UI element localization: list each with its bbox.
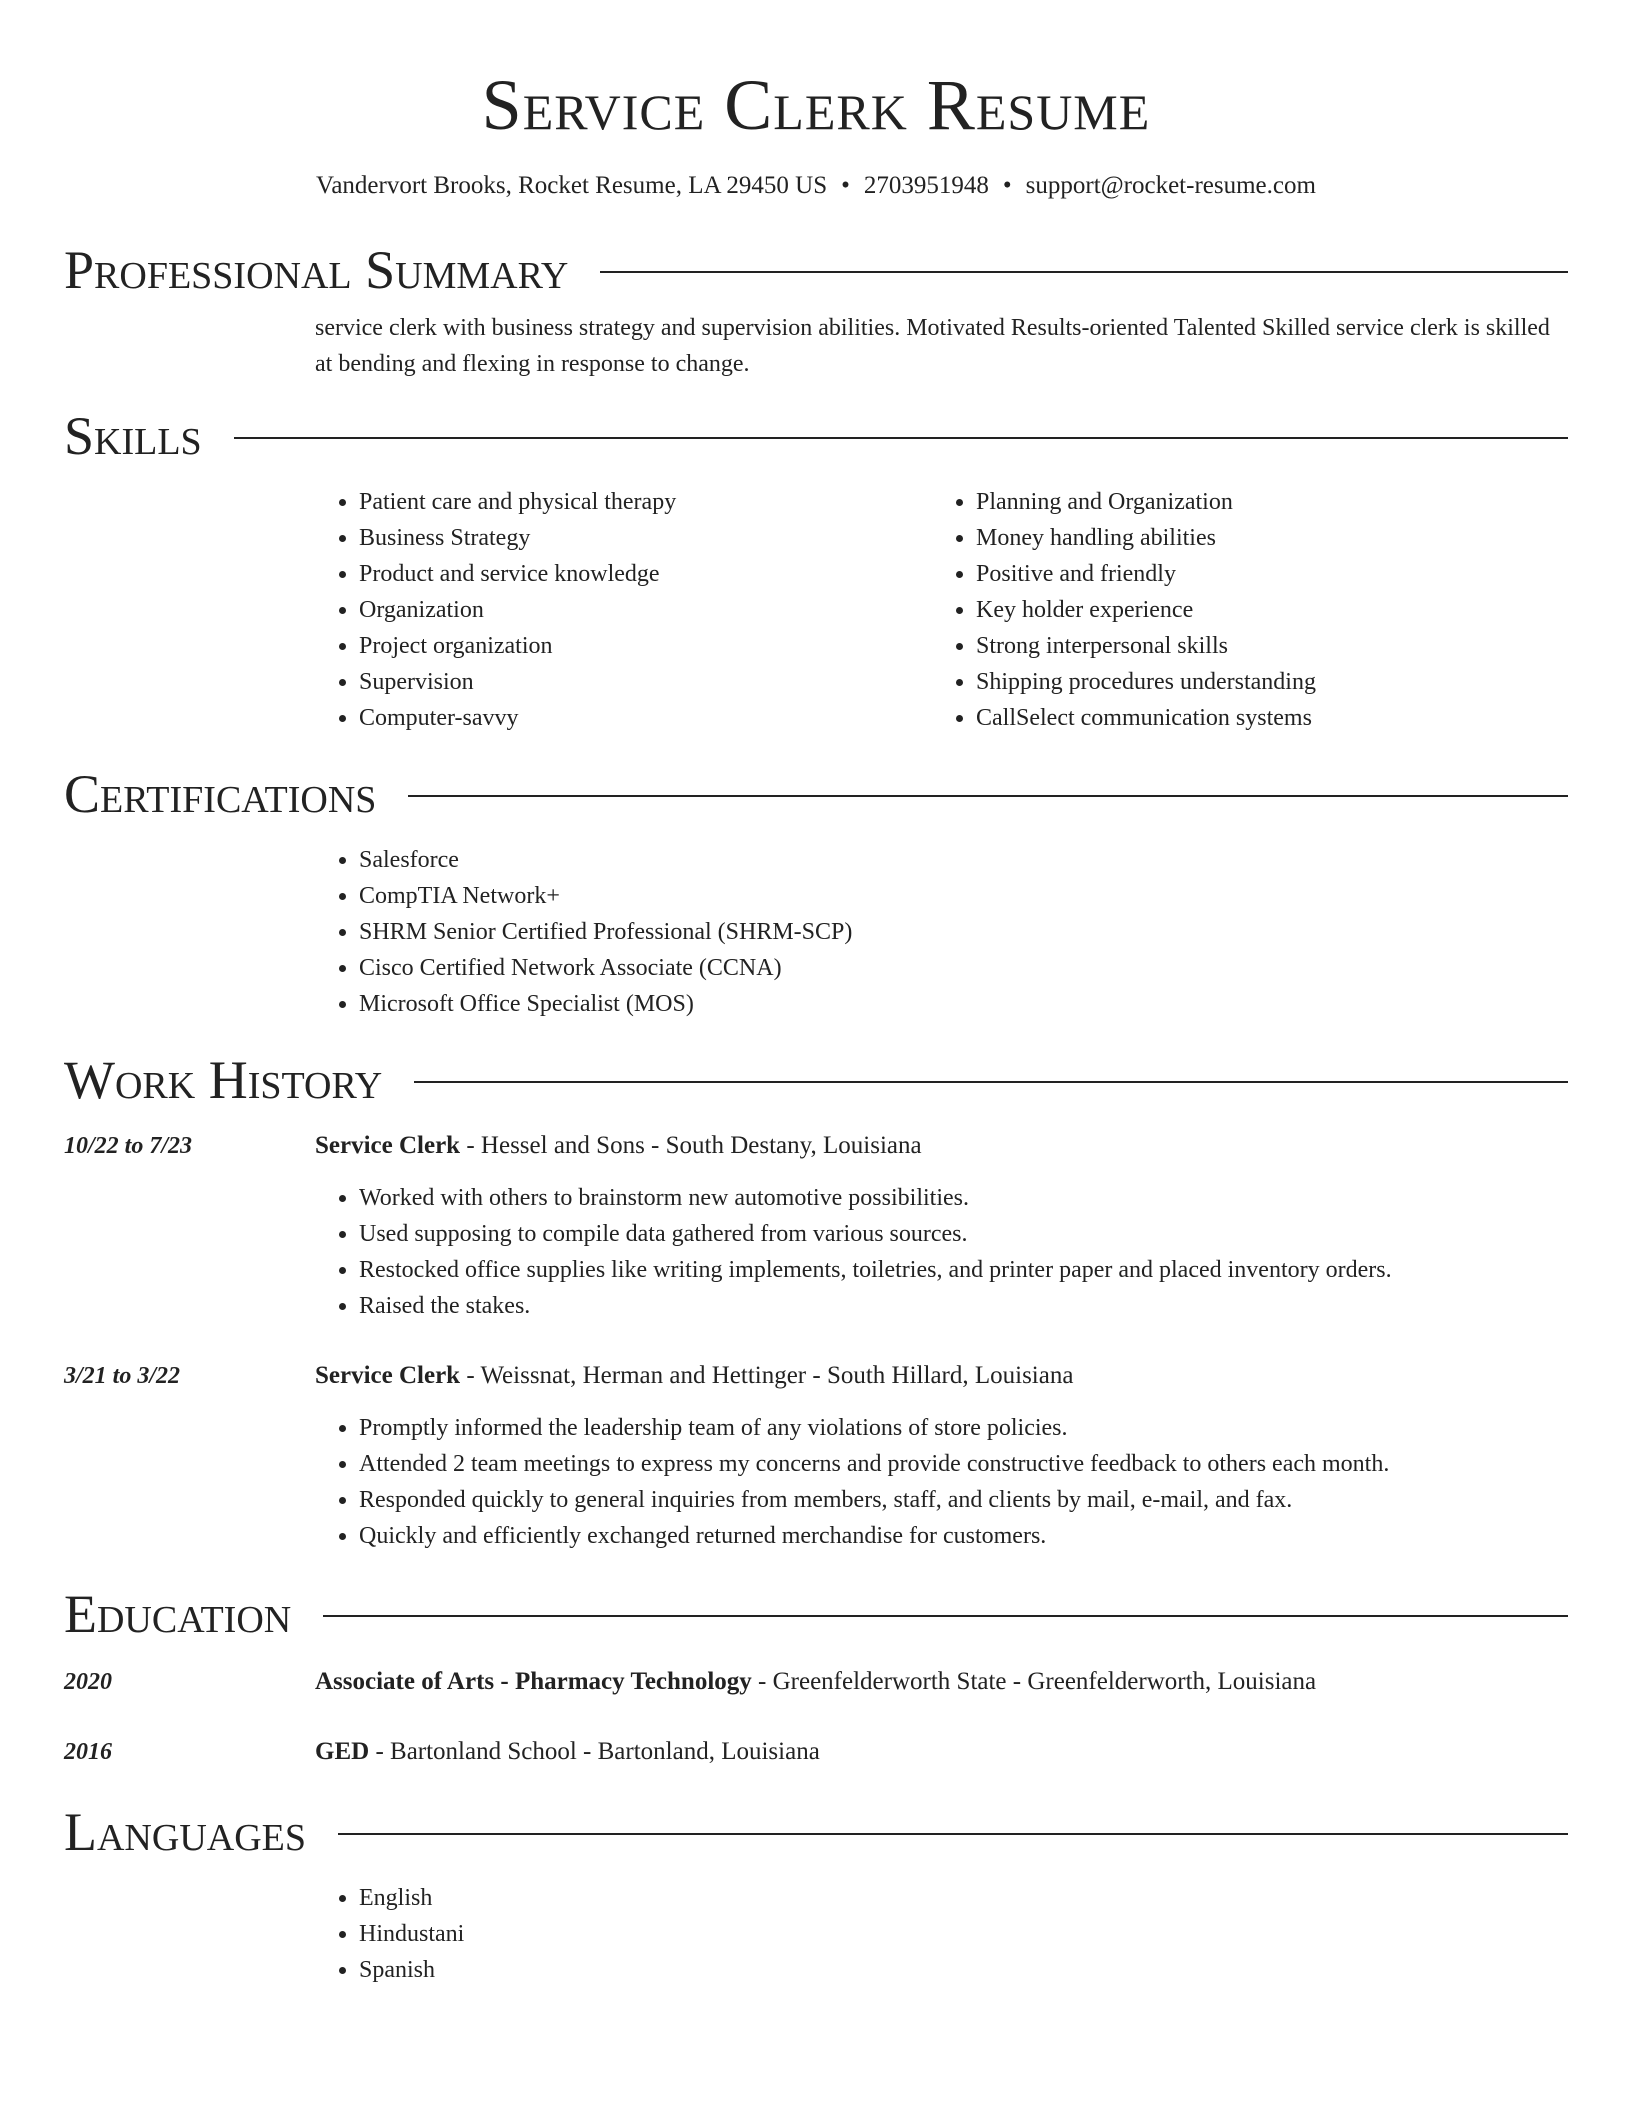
- job-entry: [64, 1128, 1568, 1324]
- summary-heading: Professional Summary: [64, 240, 569, 300]
- education-headline: [315, 1734, 1568, 1770]
- job-content: [315, 1358, 1568, 1554]
- skill-item: • CallSelect communication systems: [976, 700, 1549, 736]
- job-entry: [64, 1358, 1568, 1554]
- skill-item: • Key holder experience: [976, 592, 1549, 628]
- summary-text: service clerk with business strategy and supervision abilities. Motivated Results-oriented Talented Skilled service clerk is skilled at bending and flexing in response to change.: [315, 315, 1550, 377]
- education-degree: GED: [315, 1738, 370, 1765]
- skill-item: • Organization: [359, 592, 932, 628]
- languages-section-header: [64, 1800, 1568, 1864]
- skill-item: • Planning and Organization: [976, 484, 1549, 520]
- education-school: - Greenfelderworth State - Greenfelderworth, Louisiana: [751, 1668, 1317, 1695]
- job-employer: - Weissnat, Herman and Hettinger - South Hillard, Louisiana: [460, 1362, 1074, 1389]
- job-duties: [315, 1410, 1568, 1554]
- education-headline: [315, 1664, 1568, 1700]
- skills-column-right: [932, 484, 1549, 736]
- section-divider: [234, 437, 1568, 439]
- duty-item: • Responded quickly to general inquiries from members, staff, and clients by mail, e-mail, and fax.: [359, 1482, 1568, 1518]
- skills-section-header: [64, 404, 1568, 468]
- duty-item: • Worked with others to brainstorm new automotive possibilities.: [359, 1180, 1568, 1216]
- language-item: • Hindustani: [359, 1916, 1568, 1952]
- education-year: 2016: [64, 1739, 112, 1765]
- education-year: 2020: [64, 1669, 112, 1695]
- section-divider: [600, 271, 1568, 273]
- job-headline: [315, 1128, 1568, 1164]
- duty-item: • Raised the stakes.: [359, 1288, 1568, 1324]
- section-divider: [338, 1833, 1568, 1835]
- duty-item: • Quickly and efficiently exchanged returned merchandise for customers.: [359, 1518, 1568, 1554]
- skill-item: • Money handling abilities: [976, 520, 1549, 556]
- summary-body: [315, 310, 1568, 382]
- certification-item: • Microsoft Office Specialist (MOS): [359, 986, 1568, 1022]
- language-item: • Spanish: [359, 1952, 1568, 1988]
- certification-item: • CompTIA Network+: [359, 878, 1568, 914]
- skill-item: • Patient care and physical therapy: [359, 484, 932, 520]
- skills-column-left: [315, 484, 932, 736]
- languages-list: [315, 1880, 1568, 1988]
- certification-item: • Salesforce: [359, 842, 1568, 878]
- section-divider: [408, 795, 1568, 797]
- job-headline: [315, 1358, 1568, 1394]
- contact-separator: •: [841, 172, 850, 199]
- contact-address: Vandervort Brooks, Rocket Resume, LA 29450 US: [316, 172, 828, 199]
- education-content: [315, 1734, 1568, 1770]
- duty-item: • Restocked office supplies like writing implements, toiletries, and printer paper and placed inventory orders.: [359, 1252, 1568, 1288]
- section-divider: [414, 1081, 1568, 1083]
- certification-item: • SHRM Senior Certified Professional (SHRM-SCP): [359, 914, 1568, 950]
- education-heading: Education: [64, 1584, 292, 1644]
- job-dates: 10/22 to 7/23: [64, 1133, 193, 1159]
- certifications-list: [315, 842, 1568, 1022]
- contact-line: [64, 170, 1568, 202]
- skill-item: • Project organization: [359, 628, 932, 664]
- education-school: - Bartonland School - Bartonland, Louisiana: [369, 1738, 820, 1765]
- job-content: [315, 1128, 1568, 1324]
- job-dates: 3/21 to 3/22: [64, 1363, 181, 1389]
- skill-item: • Shipping procedures understanding: [976, 664, 1549, 700]
- duty-item: • Promptly informed the leadership team of any violations of store policies.: [359, 1410, 1568, 1446]
- education-entry: [64, 1734, 1568, 1770]
- education-content: [315, 1664, 1568, 1700]
- certifications-heading: Certifications: [64, 764, 377, 824]
- section-divider: [323, 1615, 1568, 1617]
- job-title: Service Clerk: [315, 1132, 461, 1159]
- education-entry: [64, 1664, 1568, 1700]
- job-duties: [315, 1180, 1568, 1324]
- job-title: Service Clerk: [315, 1362, 461, 1389]
- certifications-section-header: [64, 762, 1568, 826]
- skill-item: • Positive and friendly: [976, 556, 1549, 592]
- languages-heading: Languages: [64, 1802, 306, 1862]
- certifications-body: [315, 842, 1568, 1022]
- skills-list: [315, 484, 1568, 736]
- skill-item: • Strong interpersonal skills: [976, 628, 1549, 664]
- skill-item: • Supervision: [359, 664, 932, 700]
- work-heading: Work History: [64, 1050, 383, 1110]
- contact-separator: •: [1002, 172, 1012, 199]
- skills-heading: Skills: [64, 406, 202, 466]
- contact-email: support@rocket-resume.com: [1025, 172, 1316, 199]
- skill-item: • Computer-savvy: [359, 700, 932, 736]
- resume-title: Service Clerk Resume: [481, 65, 1151, 145]
- duty-item: • Attended 2 team meetings to express my concerns and provide constructive feedback to others each month.: [359, 1446, 1568, 1482]
- education-section-header: [64, 1582, 1568, 1646]
- contact-phone: 2703951948: [863, 172, 989, 199]
- education-degree: Associate of Arts - Pharmacy Technology: [315, 1668, 752, 1695]
- work-section-header: [64, 1048, 1568, 1112]
- skill-item: • Product and service knowledge: [359, 556, 932, 592]
- skill-item: • Business Strategy: [359, 520, 932, 556]
- resume-page: [64, 0, 1568, 1988]
- job-employer: - Hessel and Sons - South Destany, Louisiana: [460, 1132, 922, 1159]
- duty-item: • Used supposing to compile data gathered from various sources.: [359, 1216, 1568, 1252]
- summary-section-header: [64, 238, 1568, 302]
- language-item: • English: [359, 1880, 1568, 1916]
- certification-item: • Cisco Certified Network Associate (CCNA): [359, 950, 1568, 986]
- languages-body: [315, 1880, 1568, 1988]
